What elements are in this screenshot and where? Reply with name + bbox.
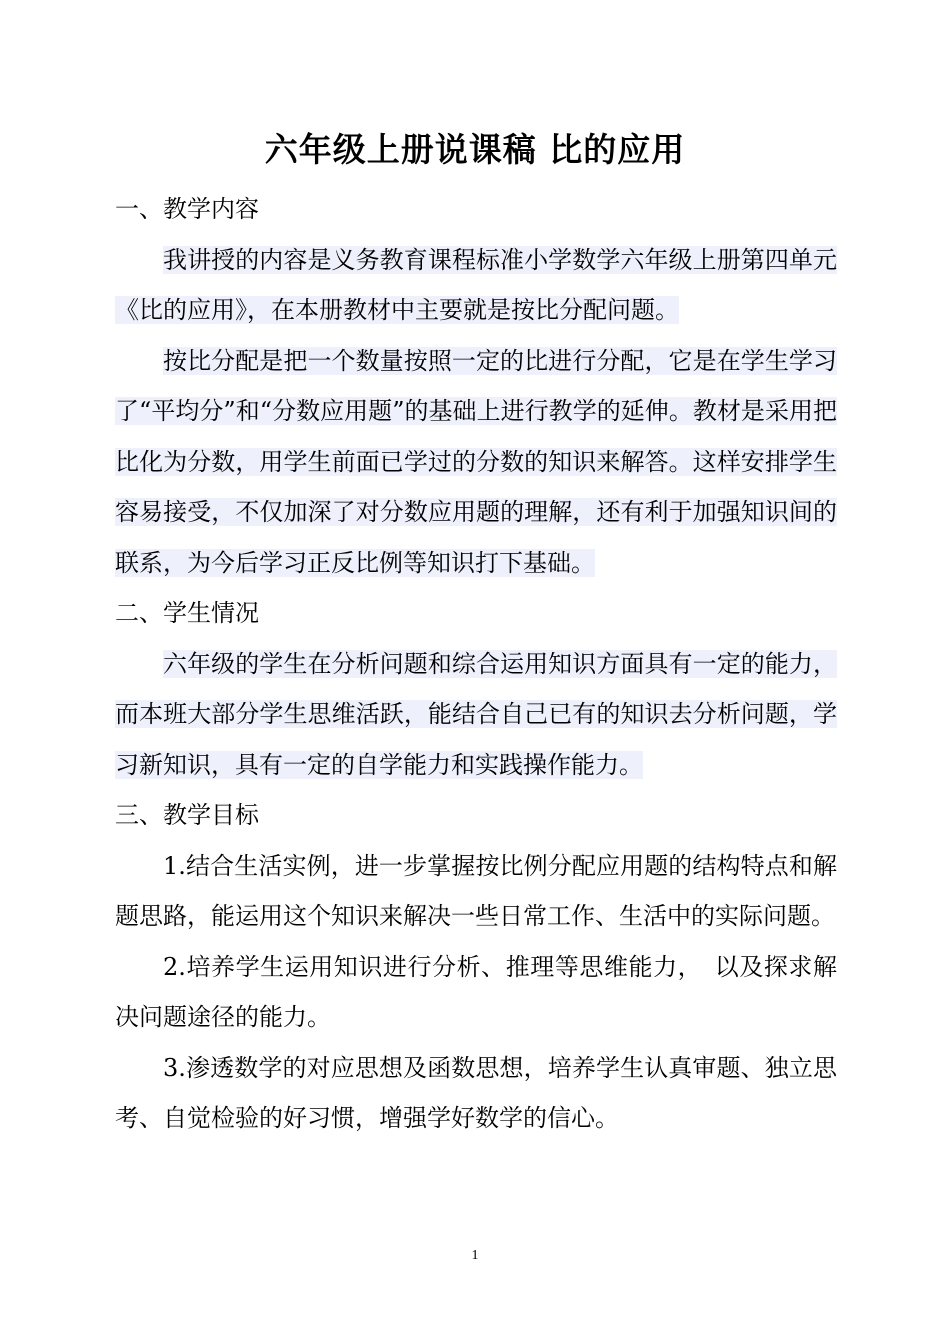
page-number: 1 [471,1248,479,1263]
section-heading-teaching-content: 一、教学内容 [115,195,259,223]
paragraph-content-analysis: 按比分配是把一个数量按照一定的比进行分配，它是在学生学习了“平均分”和“分数应用题”的基础上进行教学的延伸。教材是采用把比化为分数，用学生前面已学过的分数的知识来解答。这样安排学生容易接受，不仅加深了对分数应用题的理解，还有利于加强知识间的联系，为今后学习正反比例等知识打下基础。 [115,346,837,577]
paragraph-student-situation: 六年级的学生在分析问题和综合运用知识方面具有一定的能力，而本班大部分学生思维活跃，能结合自己已有的知识去分析问题，学习新知识，具有一定的自学能力和实践操作能力。 [115,649,837,779]
paragraph-goal-3: 3.渗透数学的对应思想及函数思想，培养学生认真审题、独立思考、自觉检验的好习惯，增强学好数学的信心。 [115,1053,837,1132]
document-body [115,184,837,1144]
paragraph-content-intro: 我讲授的内容是义务教育课程标准小学数学六年级上册第四单元《比的应用》，在本册教材中主要就是按比分配问题。 [115,245,837,324]
paragraph-goal-2: 2.培养学生运用知识进行分析、推理等思维能力， 以及探求解决问题途径的能力。 [115,952,837,1031]
document-title: 六年级上册说课稿 比的应用 [264,130,686,169]
section-heading-teaching-goals: 三、教学目标 [115,801,259,829]
section-heading-student-situation: 二、学生情况 [115,599,259,627]
paragraph-goal-1: 1.结合生活实例，进一步掌握按比例分配应用题的结构特点和解题思路，能运用这个知识来解决一些日常工作、生活中的实际问题。 [115,851,837,930]
